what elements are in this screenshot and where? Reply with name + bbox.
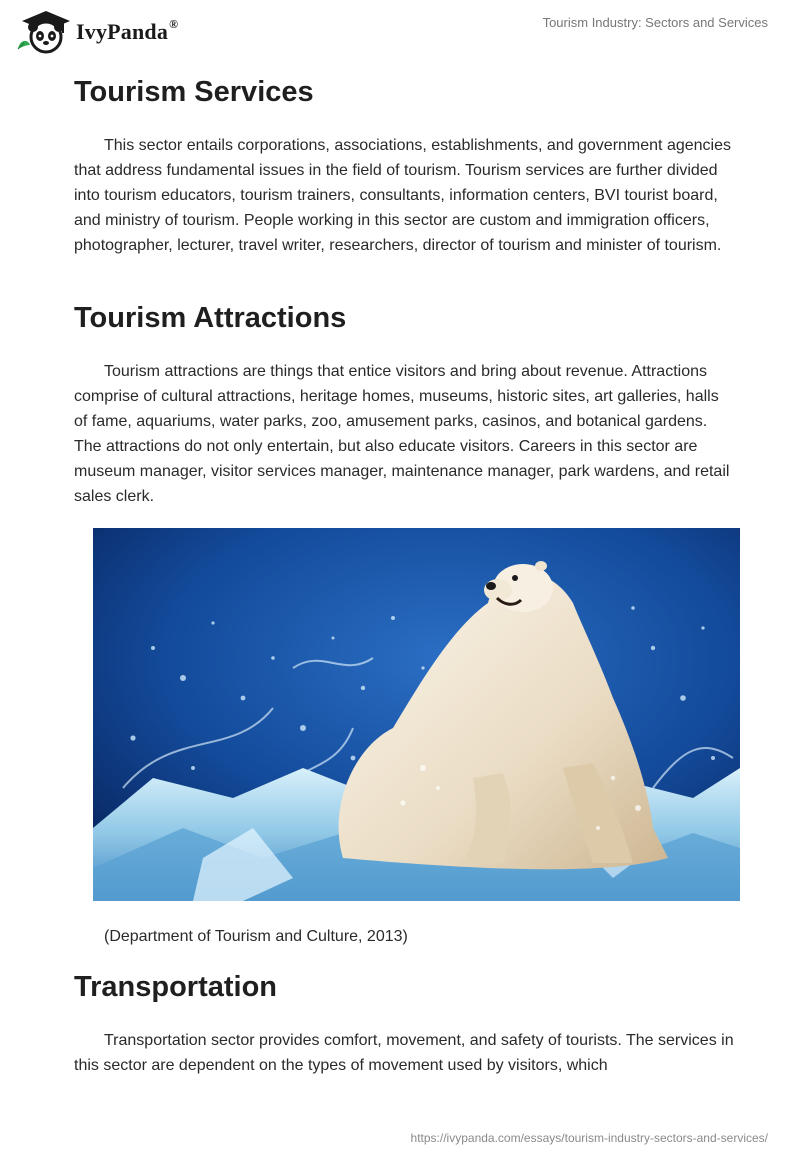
- page-header: [0, 0, 800, 60]
- ivypanda-logo[interactable]: [14, 9, 178, 55]
- heading-tourism-attractions: Tourism Attractions: [74, 302, 347, 334]
- footer-url-link[interactable]: https://ivypanda.com/essays/tourism-industry-sectors-and-services/: [410, 1131, 768, 1145]
- running-title: Tourism Industry: Sectors and Services: [542, 15, 768, 30]
- paragraph-tourism-attractions: Tourism attractions are things that entice visitors and bring about revenue. Attractions comprise of cultural attractions, heritage homes, museums, historic sites, art galleries, halls of fame, aquariums, water parks, zoo, amusement parks, casinos, and botanical gardens. The attractions do not only entertain, but also educate visitors. Careers in this sector are museum manager, visitor services manager, maintenance manager, park wardens, and retail sales clerk.: [74, 363, 730, 505]
- polar-bear-photo: [93, 528, 740, 901]
- figure-caption: (Department of Tourism and Culture, 2013): [104, 928, 408, 945]
- paragraph-tourism-services: This sector entails corporations, associations, establishments, and government agencies that address fundamental issues in the field of tourism. Tourism services are further divided into tourism educators, tourism trainers, consultants, information centers, BVI tourist board, and ministry of tourism. People working in this sector are custom and immigration officers, photographer, lecturer, travel writer, researchers, director of tourism and minister of tourism.: [74, 137, 731, 254]
- brand-name: IvyPanda®: [76, 17, 179, 44]
- polar-bear-illustration: [93, 528, 740, 901]
- heading-tourism-services: Tourism Services: [74, 76, 314, 108]
- paragraph-transportation: Transportation sector provides comfort, movement, and safety of tourists. The services in this sector are dependent on the types of movement used by visitors, which: [74, 1032, 734, 1074]
- panda-graduate-icon: [14, 9, 72, 55]
- heading-transportation: Transportation: [74, 971, 278, 1003]
